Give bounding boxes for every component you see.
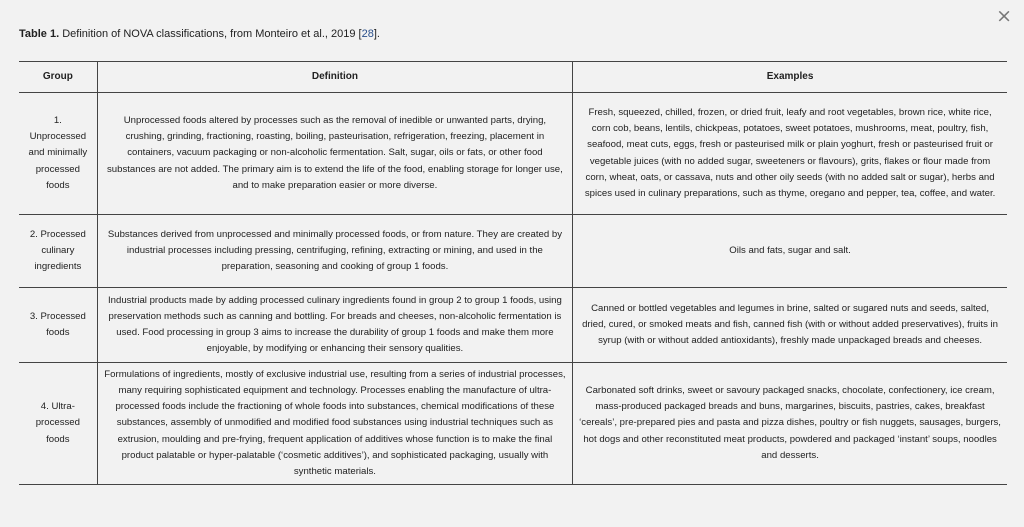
table-row — [19, 215, 1007, 288]
table-row — [19, 288, 1007, 363]
table-row — [19, 93, 1007, 215]
header-group: Group — [19, 62, 97, 93]
examples-cell: Canned or bottled vegetables and legumes in brine, salted or sugared nuts and seeds, salted, dried, cured, or smoked meats and fish, canned fish (with or without added preservatives), fruits in syrup (with or without added antioxidants), freshly made unpackaged breads and cheeses. — [573, 288, 1007, 363]
examples-cell: Carbonated soft drinks, sweet or savoury packaged snacks, chocolate, confectionery, ice cream, mass-produced packaged breads and buns, margarines, biscuits, pastries, cakes, breakfast ‘cereals’, pre-prepared pies and pasta and pizza dishes, poultry or fish nuggets, sausages, burgers, hot dogs and other reconstituted meat products, powdered and packaged ‘instant’ soups, noodles and desserts. — [573, 363, 1007, 485]
group-cell: 1. Unprocessed and minimally processed foods — [19, 93, 97, 215]
caption-ref-open: [ — [358, 28, 362, 40]
header-row — [19, 62, 1007, 93]
header-examples: Examples — [573, 62, 1007, 93]
table-row — [19, 363, 1007, 485]
reference-link[interactable]: 28 — [361, 28, 374, 40]
caption-end: . — [376, 28, 380, 40]
examples-cell: Oils and fats, sugar and salt. — [573, 215, 1007, 288]
caption-label: Table 1. — [19, 28, 60, 40]
table-caption — [19, 28, 380, 40]
header-definition: Definition — [97, 62, 572, 93]
definition-cell: Formulations of ingredients, mostly of exclusive industrial use, resulting from a series of industrial processes, many requiring sophisticated equipment and technology. Processes enabling the manufacture of ultra-processed foods include the fractioning of whole foods into substances, chemical modifications of these substances, assembly of unmodified and modified food substances using industrial techniques such as extrusion, moulding and pre-frying, frequent application of additives whose function is to make the final product palatable or hyper-palatable (‘cosmetic additives’), and sophisticated packaging, usually with synthetic materials. — [97, 363, 572, 485]
group-cell: 3. Processed foods — [19, 288, 97, 363]
close-icon[interactable]: × — [996, 5, 1012, 27]
nova-table — [19, 61, 1007, 485]
group-cell: 2. Processed culinary ingredients — [19, 215, 97, 288]
definition-cell: Industrial products made by adding processed culinary ingredients found in group 2 to group 1 foods, using preservation methods such as canning and bottling. For breads and cheeses, non-alcoholic fermentation is used. Food processing in group 3 aims to increase the durability of group 1 foods and make them more enjoyable, by modifying or enhancing their sensory qualities. — [97, 288, 572, 363]
examples-cell: Fresh, squeezed, chilled, frozen, or dried fruit, leafy and root vegetables, brown rice, white rice, corn cob, beans, lentils, chickpeas, potatoes, sweet potatoes, mushrooms, meat, poultry, fish, seafood, meat cuts, eggs, fresh or pasteurised milk or plain yoghurt, fresh or pasteurised fruit or vegetable juices (with no added sugar, sweeteners or flavours), grits, flakes or flour made from corn, wheat, oats, or cassava, nuts and other oily seeds (with no added salt or sugar), herbs and spices used in culinary preparations, such as thyme, oregano and pepper, tea, coffee, and water. — [573, 93, 1007, 215]
caption-text: Definition of NOVA classifications, from Monteiro et al., 2019 — [59, 28, 359, 40]
group-cell: 4. Ultra-processed foods — [19, 363, 97, 485]
caption-ref-close: ] — [373, 28, 377, 40]
definition-cell: Substances derived from unprocessed and minimally processed foods, or from nature. They are created by industrial processes including pressing, centrifuging, refining, extracting or mining, and used in the preparation, seasoning and cooking of group 1 foods. — [97, 215, 572, 288]
definition-cell: Unprocessed foods altered by processes such as the removal of inedible or unwanted parts, drying, crushing, grinding, fractioning, roasting, boiling, pasteurisation, refrigeration, freezing, placement in containers, vacuum packaging or non-alcoholic fermentation. Salt, sugar, oils or fats, or other food substances are not added. The primary aim is to extend the life of the food, enabling storage for longer use, and to make preparation easier or more diverse. — [97, 93, 572, 215]
